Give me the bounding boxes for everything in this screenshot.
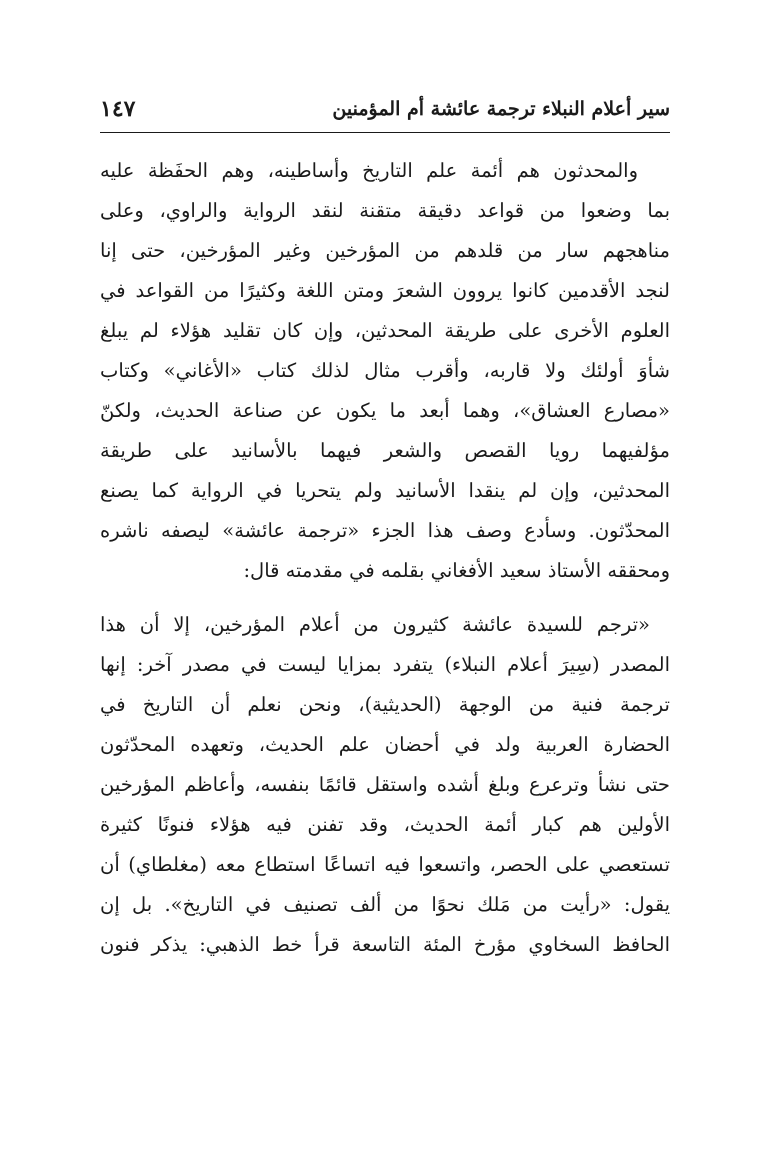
text-line: المصدر (سِيرَ أعلام النبلاء) يتفرد بمزايا ليست في مصدر آخر: إنها [100,653,670,676]
page-number: ١٤٧ [100,96,136,122]
text-line: الحافظ السخاوي مؤرخ المئة التاسعة قرأ خط الذهبي: يذكر فنون [100,933,670,956]
text-line: بما وضعوا من قواعد دقيقة متقنة لنقد الرواية والراوي، وعلى [100,199,670,222]
text-line: لنجد الأقدمين كانوا يروون الشعرَ ومتن اللغة وكثيرًا من القواعد في [100,279,670,302]
text-line: مناهجهم سار من قلدهم من المؤرخين وغير المؤرخين، حتى إنا [100,239,670,262]
text-line: والمحدثون هم أئمة علم التاريخ وأساطينه، وهم الحفَظة عليه [100,159,638,182]
paragraph-1 [100,151,670,591]
text-line: تستعصي على الحصر، واتسعوا فيه اتساعًا استطاع معه (مغلطاي) أن [100,853,670,876]
page-header [100,92,670,132]
text-line: «مصارع العشاق»، وهما أبعد ما يكون عن صناعة الحديث، ولكنّ [100,399,670,422]
text-line: الأولين هم كبار أئمة الحديث، وقد تفنن فيه هؤلاء فنونًا كثيرة [100,813,670,836]
text-line: شأوَ أولئك ولا قاربه، وأقرب مثال لذلك كتاب «الأغاني» وكتاب [100,359,670,382]
running-title: سير أعلام النبلاء ترجمة عائشة أم المؤمنين [332,98,670,120]
text-line: ومحققه الأستاذ سعيد الأفغاني بقلمه في مقدمته قال: [243,559,670,582]
body-text [100,151,670,965]
text-line: ترجمة فنية من الوجهة (الحديثية)، ونحن نعلم أن التاريخ في [100,693,670,716]
text-line: المحدّثون. وسأدع وصف هذا الجزء «ترجمة عائشة» ليصفه ناشره [100,519,670,542]
header-rule [100,132,670,133]
text-line: المحدثين، وإن لم ينقدا الأسانيد ولم يتحريا في الرواية كما يصنع [100,479,670,502]
text-line: مؤلفيهما رويا القصص والشعر فيهما بالأسانيد على طريقة [100,439,670,462]
text-line: العلوم الأخرى على طريقة المحدثين، وإن كان تقليد هؤلاء لم يبلغ [100,319,670,342]
text-line: «ترجم للسيدة عائشة كثيرون من أعلام المؤرخين، إلا أن هذا [100,613,650,636]
text-line: يقول: «رأيت من مَلك نحوًا من ألف تصنيف في التاريخ». بل إن [100,893,670,916]
text-line: حتى نشأ وترعرع وبلغ أشده واستقل قائمًا بنفسه، وأعاظم المؤرخين [100,773,670,796]
paragraph-2 [100,605,670,965]
text-line: الحضارة العربية ولد في أحضان علم الحديث، وتعهده المحدّثون [100,733,670,756]
